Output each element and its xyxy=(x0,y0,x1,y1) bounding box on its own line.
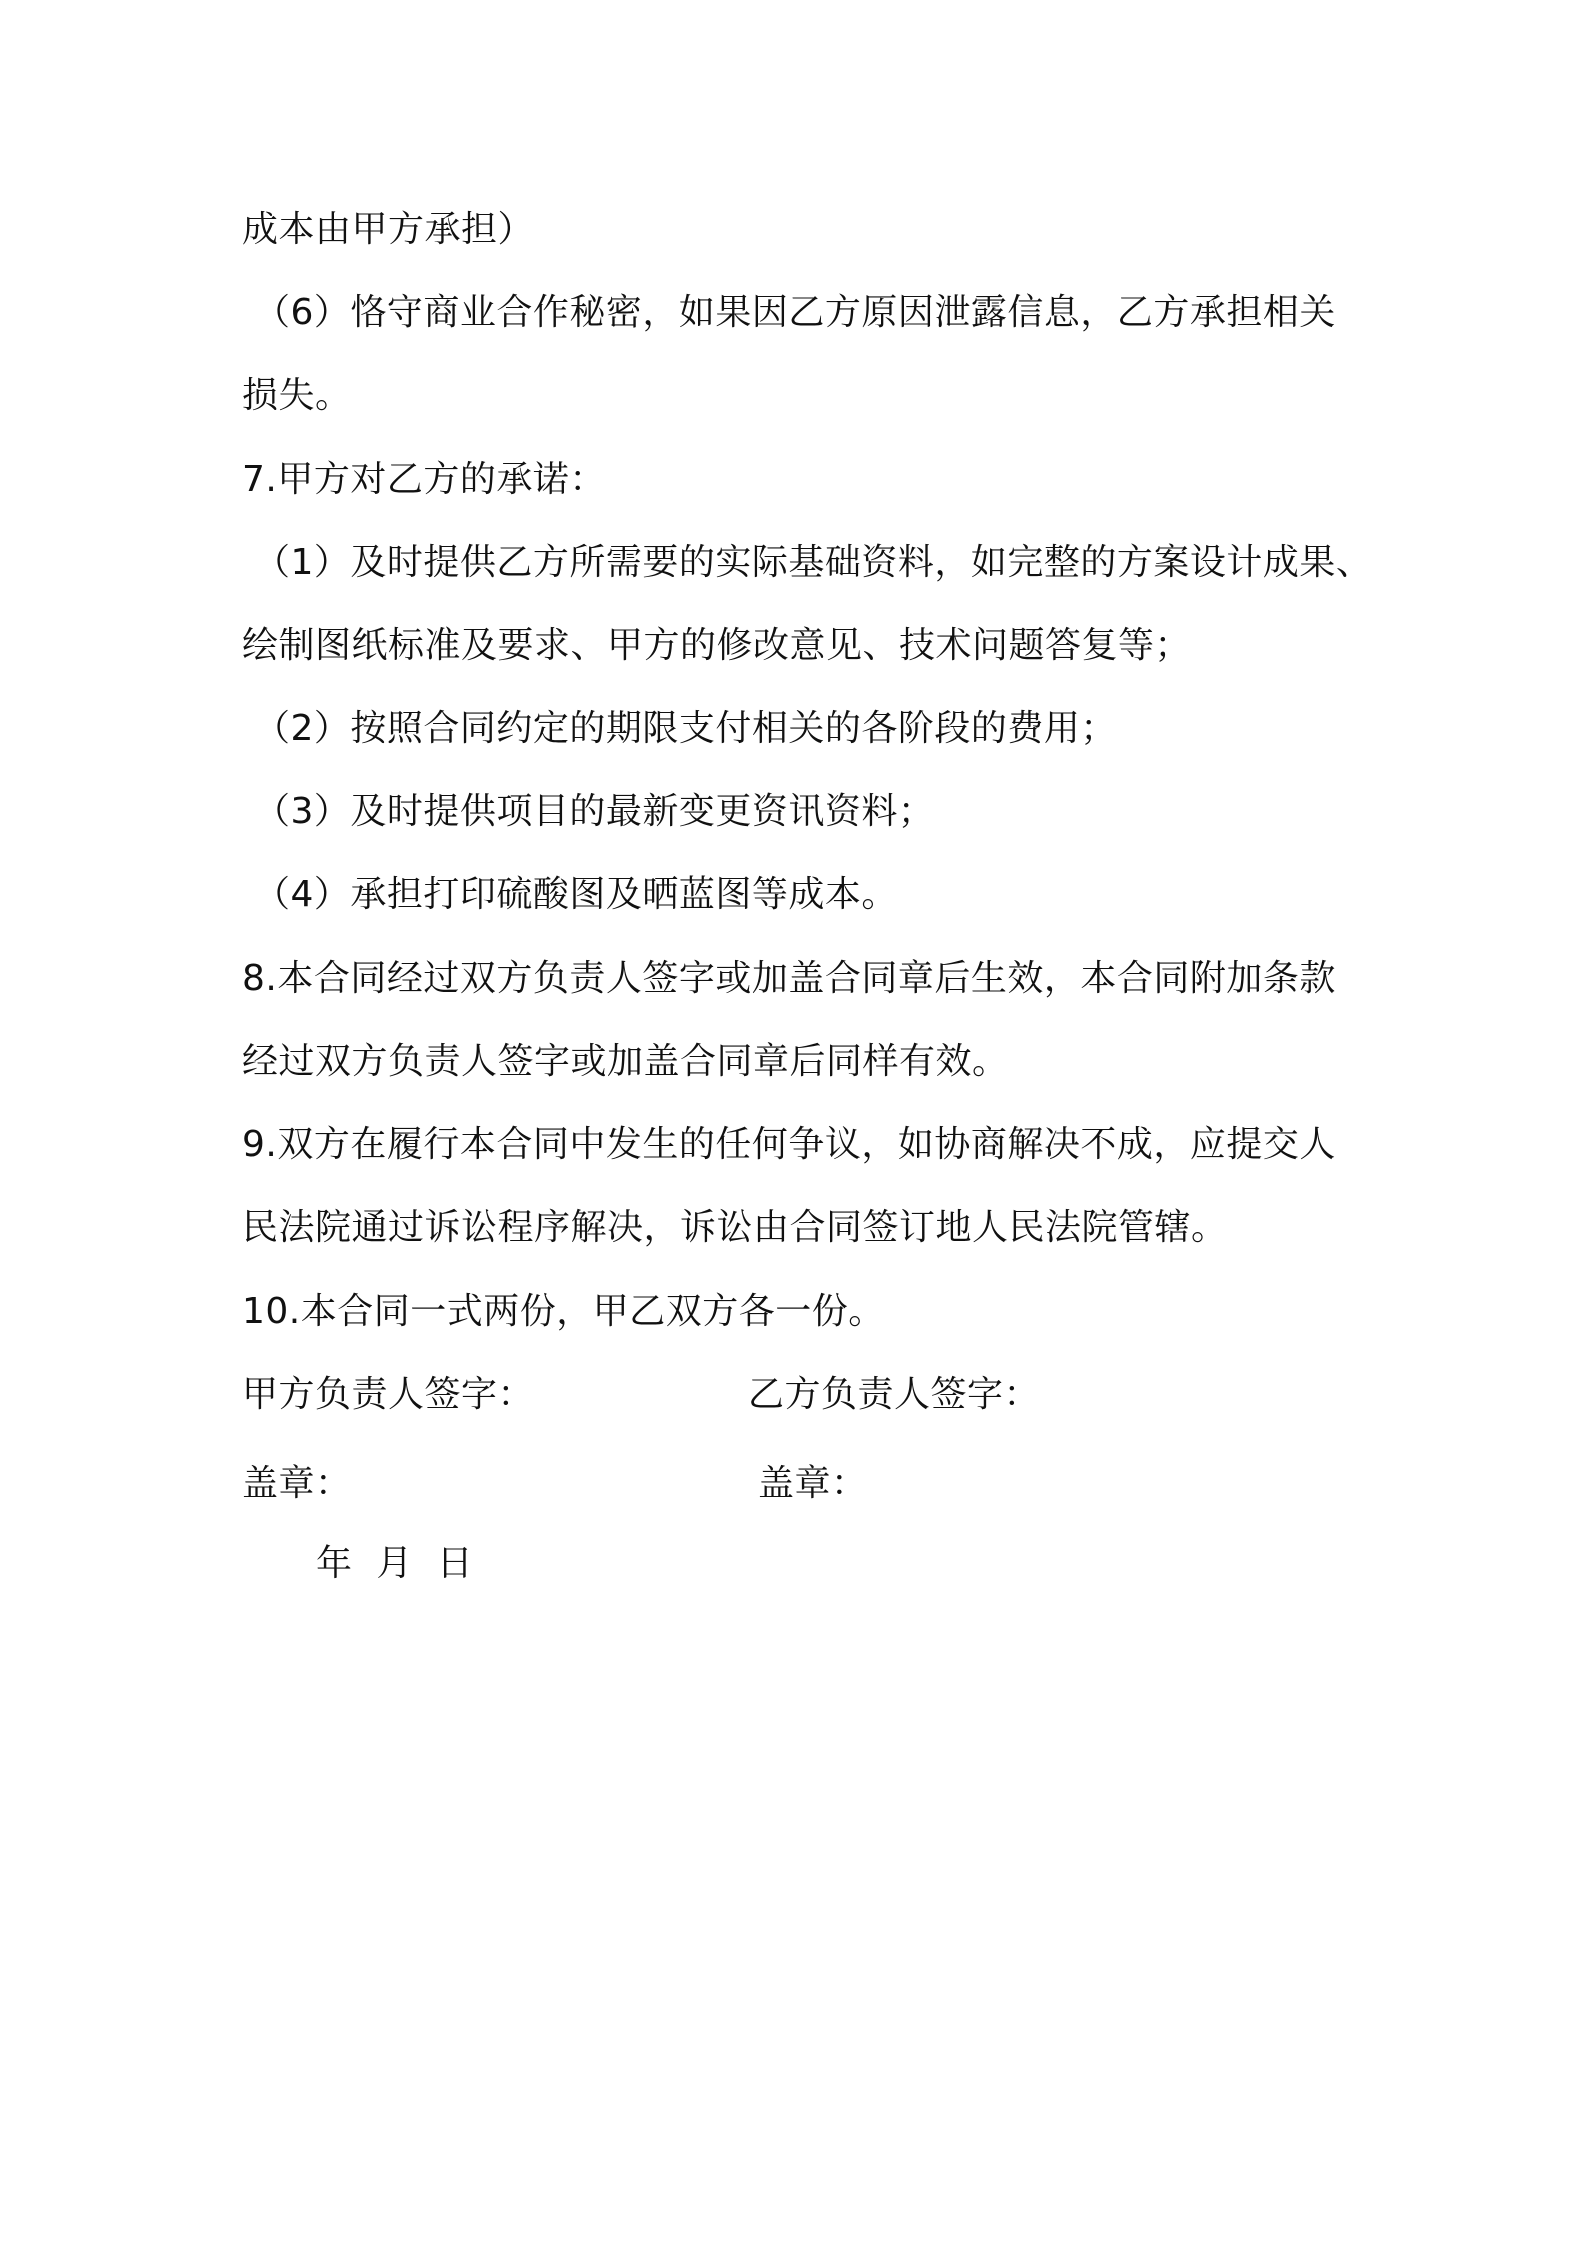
text-line: （1）及时提供乙方所需要的实际基础资料，如完整的方案设计成果、 xyxy=(254,542,1373,583)
party-a-signature-label: 甲方负责人签字： xyxy=(242,1374,535,1415)
text-line: 损失。 xyxy=(242,375,352,416)
text-line: 绘制图纸标准及要求、甲方的修改意见、技术问题答复等； xyxy=(242,625,1192,666)
text-line: 10.本合同一式两份，甲乙双方各一份。 xyxy=(242,1291,885,1332)
text-line: 经过双方负责人签字或加盖合同章后同样有效。 xyxy=(242,1041,1009,1082)
text-line: （6）恪守商业合作秘密，如果因乙方原因泄露信息，乙方承担相关 xyxy=(254,292,1336,333)
text-line: 成本由甲方承担） xyxy=(242,209,535,250)
text-line: （4）承担打印硫酸图及晒蓝图等成本。 xyxy=(254,874,898,915)
date-line: 年 月 日 xyxy=(316,1543,474,1584)
party-a-seal-label: 盖章： xyxy=(242,1463,352,1504)
party-b-seal-label: 盖章： xyxy=(758,1463,868,1504)
text-line: 8.本合同经过双方负责人签字或加盖合同章后生效，本合同附加条款 xyxy=(242,958,1336,999)
party-b-signature-label: 乙方负责人签字： xyxy=(748,1374,1041,1415)
text-line: （3）及时提供项目的最新变更资讯资料； xyxy=(254,791,935,832)
text-line: 9.双方在履行本合同中发生的任何争议，如协商解决不成，应提交人 xyxy=(242,1124,1336,1165)
section-heading: 7.甲方对乙方的承诺： xyxy=(242,459,606,500)
text-line: （2）按照合同约定的期限支付相关的各阶段的费用； xyxy=(254,708,1117,749)
text-line: 民法院通过诉讼程序解决，诉讼由合同签订地人民法院管辖。 xyxy=(242,1207,1228,1248)
